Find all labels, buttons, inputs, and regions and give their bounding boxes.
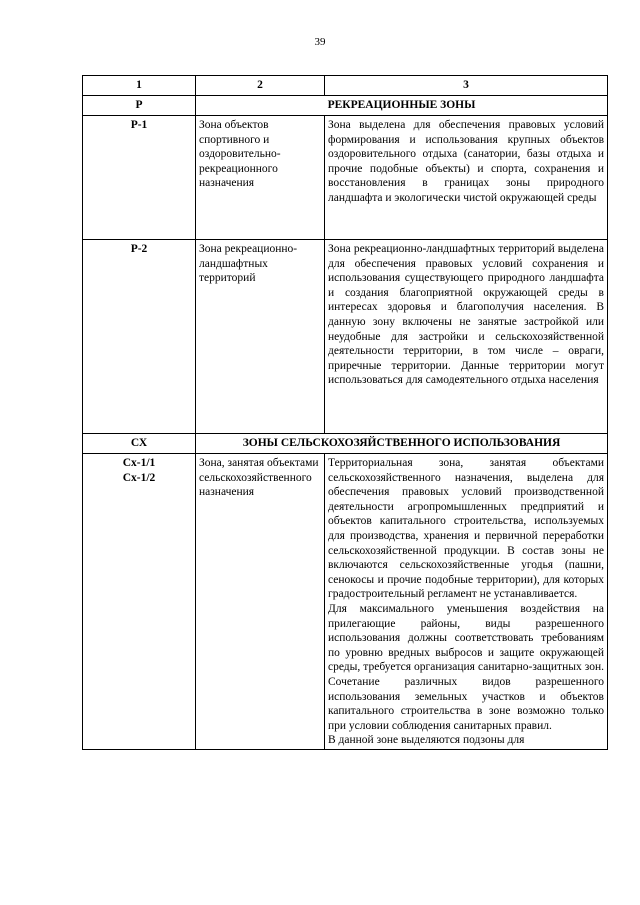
zone-name: Зона, занятая объектами сельскохозяйственного назначения xyxy=(196,454,325,750)
zone-code: Р-2 xyxy=(83,240,196,434)
table-header-row xyxy=(83,76,608,96)
section-row-recreation xyxy=(83,96,608,116)
header-col-1: 1 xyxy=(83,76,196,96)
table-row xyxy=(83,240,608,434)
zone-description xyxy=(325,454,608,750)
section-code: СХ xyxy=(83,434,196,454)
description-paragraph: Территориальная зона, занятая объектами сельскохозяйственного назначения, выделена для обеспечения правовых условий производственной деятельности агропромышленных предприятий и объектов капитального строительства, используемых для производства, хранения и первичной переработки сельскохозяйственной продукции. В состав зоны не включаются сельскохозяйственные угодья (пашни, сенокосы и прочие подобные территории), для которых градостроительный регламент не устанавливается. xyxy=(328,457,604,601)
zone-description xyxy=(325,240,608,434)
section-title: РЕКРЕАЦИОННЫЕ ЗОНЫ xyxy=(196,96,608,116)
zone-name: Зона рекреационно-ландшафтных территорий xyxy=(196,240,325,434)
table-row xyxy=(83,116,608,240)
section-row-agricultural xyxy=(83,434,608,454)
page-number: 39 xyxy=(314,36,326,48)
header-col-2: 2 xyxy=(196,76,325,96)
description-paragraph: Для максимального уменьшения воздействия на прилегающие районы, виды разрешенного использования должны соответствовать требованиям по уровню вредных выбросов и защите окружающей среды, требуется организация санитарно-защитных зон. Сочетание различных видов разрешенного использования земельных участков и объектов капитального строительства в зоне возможно только при условии соблюдения санитарных правил. xyxy=(328,602,604,732)
section-title: ЗОНЫ СЕЛЬСКОХОЗЯЙСТВЕННОГО ИСПОЛЬЗОВАНИЯ xyxy=(196,434,608,454)
zone-description xyxy=(325,116,608,240)
table-row xyxy=(83,454,608,750)
zone-name: Зона объектов спортивного и оздоровительно-рекреационного назначения xyxy=(196,116,325,240)
section-code: Р xyxy=(83,96,196,116)
zone-code: Р-1 xyxy=(83,116,196,240)
description-paragraph: Зона выделена для обеспечения правовых условий формирования и использования крупных объектов оздоровительного отдыха (санатории, базы отдыха и прочие подобные объекты) и спорта, сохранения и восстановления в границах зоны природного ландшафта и экологически чистой окружающей среды xyxy=(328,119,604,204)
header-col-3: 3 xyxy=(325,76,608,96)
zones-table xyxy=(82,75,608,750)
description-paragraph: Зона рекреационно-ландшафтных территорий выделена для обеспечения правовых условий сохранения и использования существующего природного ландшафта и создания благоприятной окружающей среды в интересах здоровья и благополучия населения. В данную зону включены не занятые застройкой или неудобные для застройки и сельскохозяйственной деятельности территории, в том числе – овраги, приречные территории. Данные территории могут использоваться для самодеятельного отдыха населения xyxy=(328,243,604,387)
description-paragraph: В данной зоне выделяются подзоны для xyxy=(328,734,525,747)
zone-code: Сх-1/1 Сх-1/2 xyxy=(83,454,196,750)
